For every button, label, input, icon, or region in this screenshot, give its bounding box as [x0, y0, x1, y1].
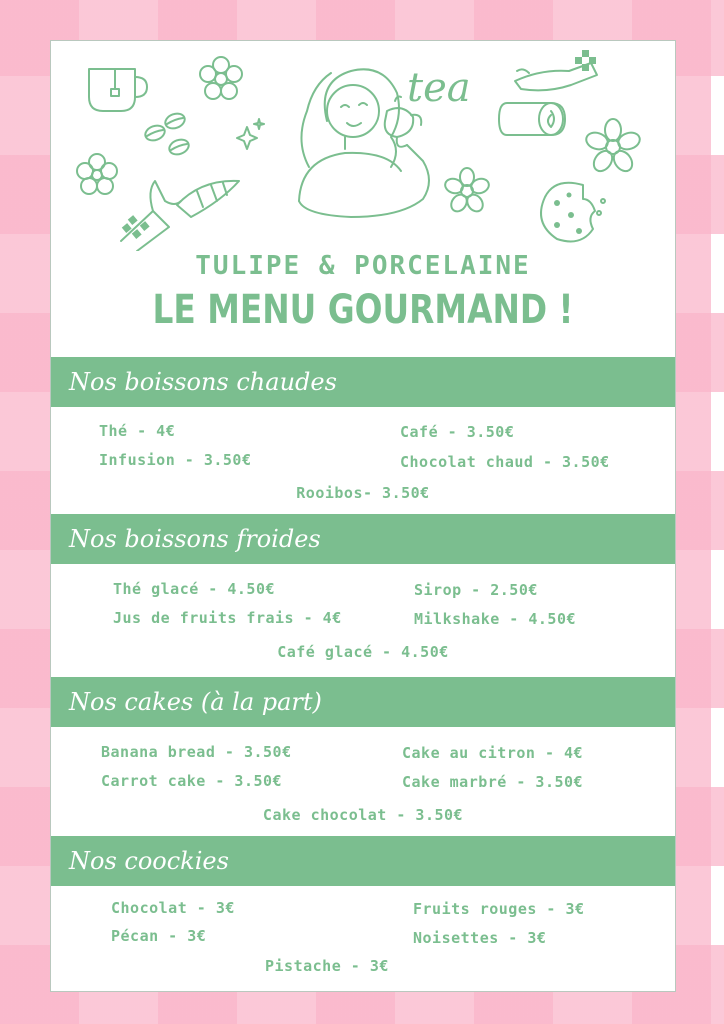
menu-item: Rooibos- 3.50€: [296, 484, 430, 502]
menu-item: Chocolat - 3€: [111, 899, 235, 917]
flower-icon: [584, 119, 642, 175]
flower-icon: [443, 168, 490, 214]
coffee-beans-icon: [143, 111, 191, 157]
section-header-hot-drinks: Nos boissons chaudes: [51, 357, 675, 407]
menu-item: Milkshake - 4.50€: [414, 610, 577, 628]
menu-item: Banana bread - 3.50€: [101, 743, 292, 761]
menu-item: Café glacé - 4.50€: [277, 643, 449, 661]
brand-name: TULIPE & PORCELAINE: [195, 251, 531, 281]
cookie-icon: [541, 183, 605, 242]
flower-icon: [77, 154, 117, 194]
flower-icon: [200, 57, 242, 99]
teacup-icon: [89, 69, 147, 111]
section-header-cookies: Nos coockies: [51, 836, 675, 886]
menu-item: Cake marbré - 3.50€: [402, 773, 584, 791]
menu-card: [50, 40, 676, 992]
section-header-cold-drinks: Nos boissons froides: [51, 514, 675, 564]
menu-title: LE MENU GOURMAND !: [152, 287, 574, 333]
menu-item: Sirop - 2.50€: [414, 581, 538, 599]
menu-item: Thé - 4€: [99, 422, 176, 440]
menu-item: Thé glacé - 4.50€: [113, 580, 276, 598]
menu-item: Café - 3.50€: [400, 423, 515, 441]
section-header-cakes: Nos cakes (à la part): [51, 677, 675, 727]
swiss-roll-icon: [499, 103, 565, 135]
menu-item: Infusion - 3.50€: [99, 451, 252, 469]
menu-item: Fruits rouges - 3€: [413, 900, 585, 918]
menu-item: Noisettes - 3€: [413, 929, 547, 947]
menu-item: Cake au citron - 4€: [402, 744, 584, 762]
illustration-area: [51, 41, 675, 251]
menu-item: Jus de fruits frais - 4€: [113, 609, 342, 627]
hand-icon: [515, 50, 597, 90]
tea-doodle-text: tea: [407, 65, 471, 111]
menu-item: Chocolat chaud - 3.50€: [400, 453, 610, 471]
menu-item: Pistache - 3€: [265, 957, 389, 975]
menu-item: Pécan - 3€: [111, 927, 207, 945]
menu-item: Carrot cake - 3.50€: [101, 772, 283, 790]
menu-item: Cake chocolat - 3.50€: [262, 806, 464, 824]
croissant-hand-icon: [121, 181, 239, 251]
sparkle-icon: [237, 119, 264, 149]
